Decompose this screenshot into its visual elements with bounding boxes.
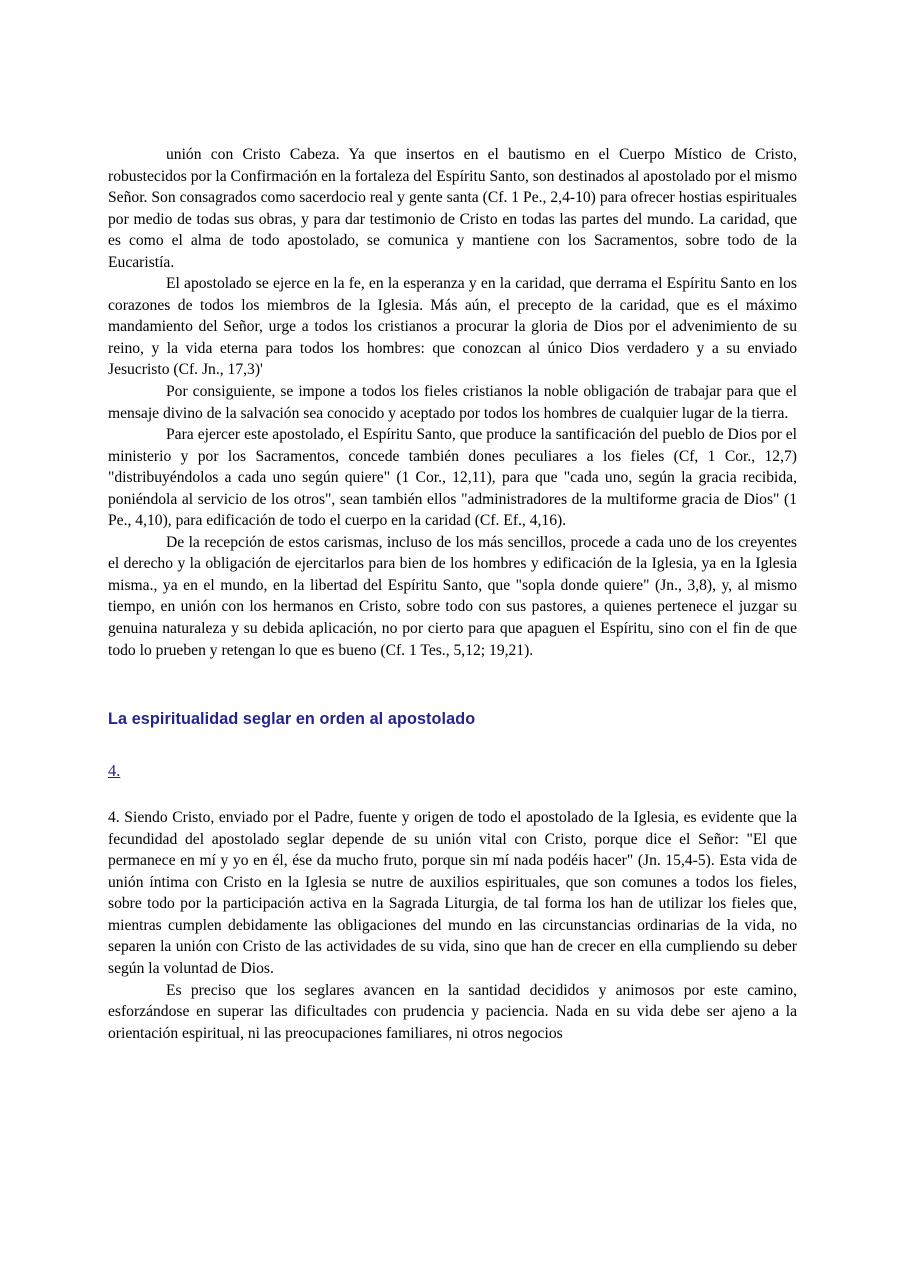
paragraph-siendo-cristo: 4. Siendo Cristo, enviado por el Padre, fuente y origen de todo el apostolado de la Iglesia, es evidente que la fecundidad del apostolado seglar depende de su unión vital con Cristo, porque dice el Señor: "El que permanece en mí y yo en él, ése da mucho fruto, porque sin mí nada podéis hacer" (Jn. 15,4-5). Esta vida de unión íntima con Cristo en la Iglesia se nutre de auxilios espirituales, que son comunes a todos los fieles, sobre todo por la participación activa en la Sagrada Liturgia, de tal forma los han de utilizar los fieles que, mientras cumplen debidamente las obligaciones del mundo en las circunstancias ordinarias de la vida, no separen la unión con Cristo de las actividades de su vida, sino que han de crecer en ella cumpliendo su deber según la voluntad de Dios.	[108, 809, 797, 977]
paragraph-apostolado-se-ejerce: El apostolado se ejerce en la fe, en la esperanza y en la caridad, que derrama el Espíritu Santo en los corazones de todos los miembros de la Iglesia. Más aún, el precepto de la caridad, que es el máximo mandamiento del Señor, urge a todos los cristianos a procurar la gloria de Dios por el advenimiento de su reino, y la vida eterna para todos los hombres: que conozcan al único Dios verdadero y a su enviado Jesucristo (Cf. Jn., 17,3)'	[108, 275, 797, 379]
paragraph-para-ejercer-apostolado: Para ejercer este apostolado, el Espíritu Santo, que produce la santificación del pueblo de Dios por el ministerio y por los Sacramentos, concede también dones peculiares a los fieles (Cf, 1 Cor., 12,7) "distribuyéndolos a cada uno según quiere" (1 Cor., 12,11), para que "cada uno, según la gracia recibida, poniéndola al servicio de los otros", sean también ellos "administradores de la multiforme gracia de Dios" (1 Pe., 4,10), para edificación de todo el cuerpo en la caridad (Cf. Ef., 4,16).	[108, 426, 797, 530]
anchor-bottom-spacer	[108, 781, 797, 807]
heading-bottom-spacer	[108, 729, 797, 761]
paragraph-de-la-recepcion-carismas: De la recepción de estos carismas, incluso de los más sencillos, procede a cada uno de los creyentes el derecho y la obligación de ejercitarlos para bien de los hombres y edificación de la Iglesia, ya en la Iglesia misma., ya en el mundo, en la libertad del Espíritu Santo, que "sopla donde quiere" (Jn., 3,8), y, al mismo tiempo, en unión con los hermanos en Cristo, sobre todo con sus pastores, a quienes pertenece el juzgar su genuina naturaleza y su debida aplicación, no por cierto para que apaguen el Espíritu, sino con el fin de que todo lo prueben y retengan lo que es bueno (Cf. 1 Tes., 5,12; 19,21).	[108, 533, 797, 659]
document-text-column	[108, 144, 797, 1044]
heading-top-spacer	[108, 661, 797, 709]
paragraph-union-cristo-cabeza: unión con Cristo Cabeza. Ya que insertos en el bautismo en el Cuerpo Místico de Cristo, robustecidos por la Confirmación en la fortaleza del Espíritu Santo, son destinados al apostolado por el mismo Señor. Son consagrados como sacerdocio real y gente santa (Cf. 1 Pe., 2,4-10) para ofrecer hostias espirituales por medio de todas sus obras, y para dar testimonio de Cristo en todas las partes del mundo. La caridad, que es como el alma de todo apostolado, se comunica y mantiene con los Sacramentos, sobre todo de la Eucaristía.	[108, 146, 798, 271]
paragraph-es-preciso-seglares: Es preciso que los seglares avancen en la santidad decididos y animosos por este camino, esforzándose en superar las dificultades con prudencia y paciencia. Nada en su vida debe ser ajeno a la orientación espiritual, ni las preocupaciones familiares, ni otros negocios	[108, 981, 797, 1042]
section-anchor-4[interactable]: 4.	[108, 761, 121, 781]
section-heading-espiritualidad-seglar: La espiritualidad seglar en orden al apostolado	[108, 710, 476, 729]
section-anchor-row	[108, 761, 797, 781]
paragraph-por-consiguiente: Por consiguiente, se impone a todos los fieles cristianos la noble obligación de trabajar para que el mensaje divino de la salvación sea conocido y aceptado por todos los hombres de cualquier lugar de la tierra.	[108, 383, 797, 422]
